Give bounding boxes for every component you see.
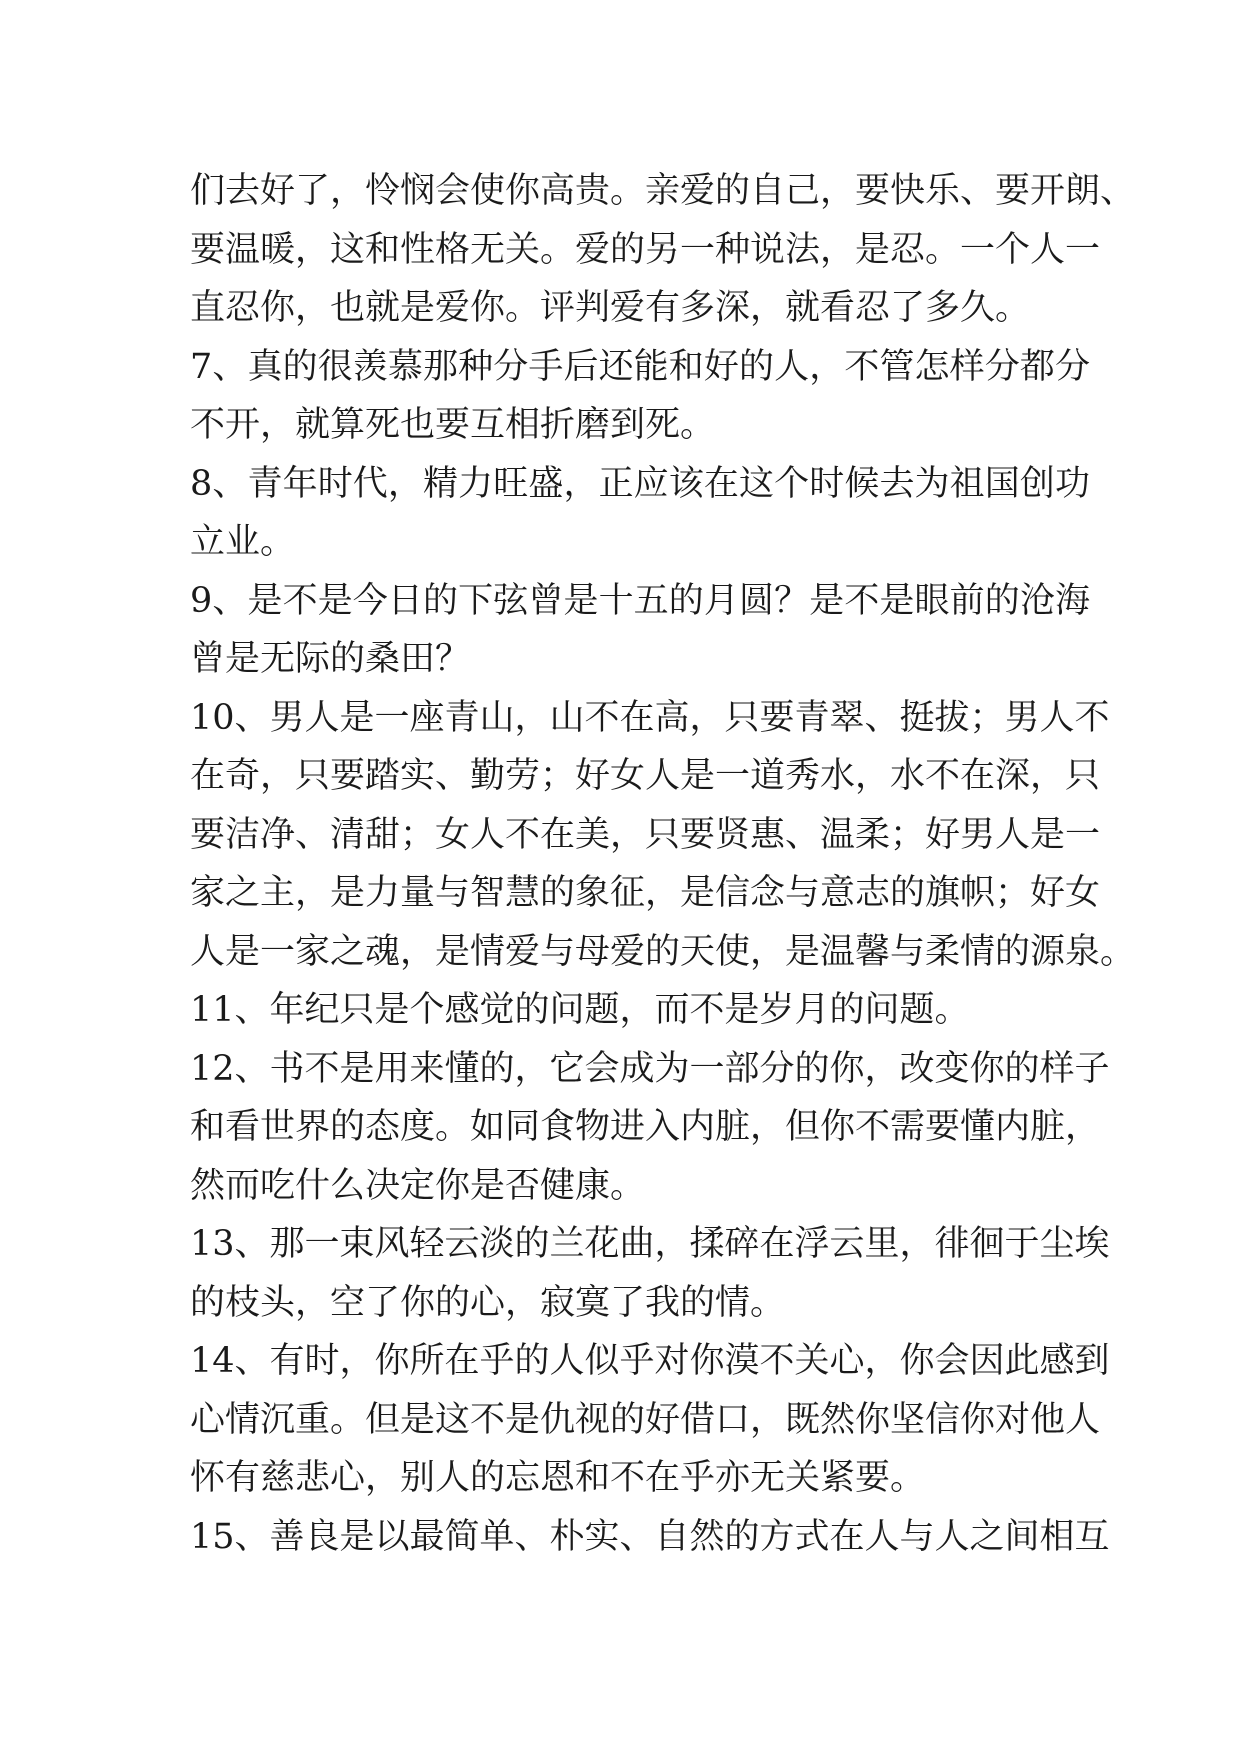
text-line: 8、青年时代，精力旺盛，正应该在这个时候去为祖国创功 xyxy=(190,463,1090,504)
text-line: 9、是不是今日的下弦曾是十五的月圆？是不是眼前的沧海 xyxy=(190,580,1090,621)
text-line: 11、年纪只是个感觉的问题，而不是岁月的问题。 xyxy=(190,990,970,1030)
text-line: 13、那一束风轻云淡的兰花曲，揉碎在浮云里，徘徊于尘埃 xyxy=(190,1224,1110,1264)
text-line: 15、善良是以最简单、朴实、自然的方式在人与人之间相互 xyxy=(190,1516,1110,1557)
text-line: 10、男人是一座青山，山不在高，只要青翠、挺拔；男人不 xyxy=(190,697,1110,738)
text-line: 12、书不是用来懂的，它会成为一部分的你，改变你的样子 xyxy=(190,1048,1110,1089)
text-line: 14、有时，你所在乎的人似乎对你漠不关心，你会因此感到 xyxy=(190,1341,1110,1381)
text-line: 要温暖，这和性格无关。爱的另一种说法，是忍。一个人一 xyxy=(190,229,1101,270)
text-line: 家之主，是力量与智慧的象征，是信念与意志的旗帜；好女 xyxy=(190,873,1101,913)
text-line: 的枝头，空了你的心，寂寞了我的情。 xyxy=(190,1282,786,1323)
text-line: 曾是无际的桑田？ xyxy=(190,639,471,679)
text-line: 7、真的很羡慕那种分手后还能和好的人，不管怎样分都分 xyxy=(190,346,1090,387)
text-line: 在奇，只要踏实、勤劳；好女人是一道秀水，水不在深，只 xyxy=(190,756,1101,796)
text-line: 怀有慈悲心，别人的忘恩和不在乎亦无关紧要。 xyxy=(190,1458,926,1498)
text-line: 要洁净、清甜；女人不在美，只要贤惠、温柔；好男人是一 xyxy=(190,814,1101,855)
text-line: 和看世界的态度。如同食物进入内脏，但你不需要懂内脏， xyxy=(190,1107,1101,1147)
text-line: 们去好了，怜悯会使你高贵。亲爱的自己，要快乐、要开朗、 xyxy=(190,171,1136,211)
text-line: 不开，就算死也要互相折磨到死。 xyxy=(190,405,716,445)
text-line: 立业。 xyxy=(190,522,296,562)
text-line: 直忍你，也就是爱你。评判爱有多深，就看忍了多久。 xyxy=(190,288,1031,328)
text-line: 然而吃什么决定你是否健康。 xyxy=(190,1165,646,1206)
text-line: 心情沉重。但是这不是仇视的好借口，既然你坚信你对他人 xyxy=(190,1399,1101,1440)
text-line: 人是一家之魂，是情爱与母爱的天使，是温馨与柔情的源泉。 xyxy=(190,931,1136,972)
body-text xyxy=(190,162,1136,1566)
